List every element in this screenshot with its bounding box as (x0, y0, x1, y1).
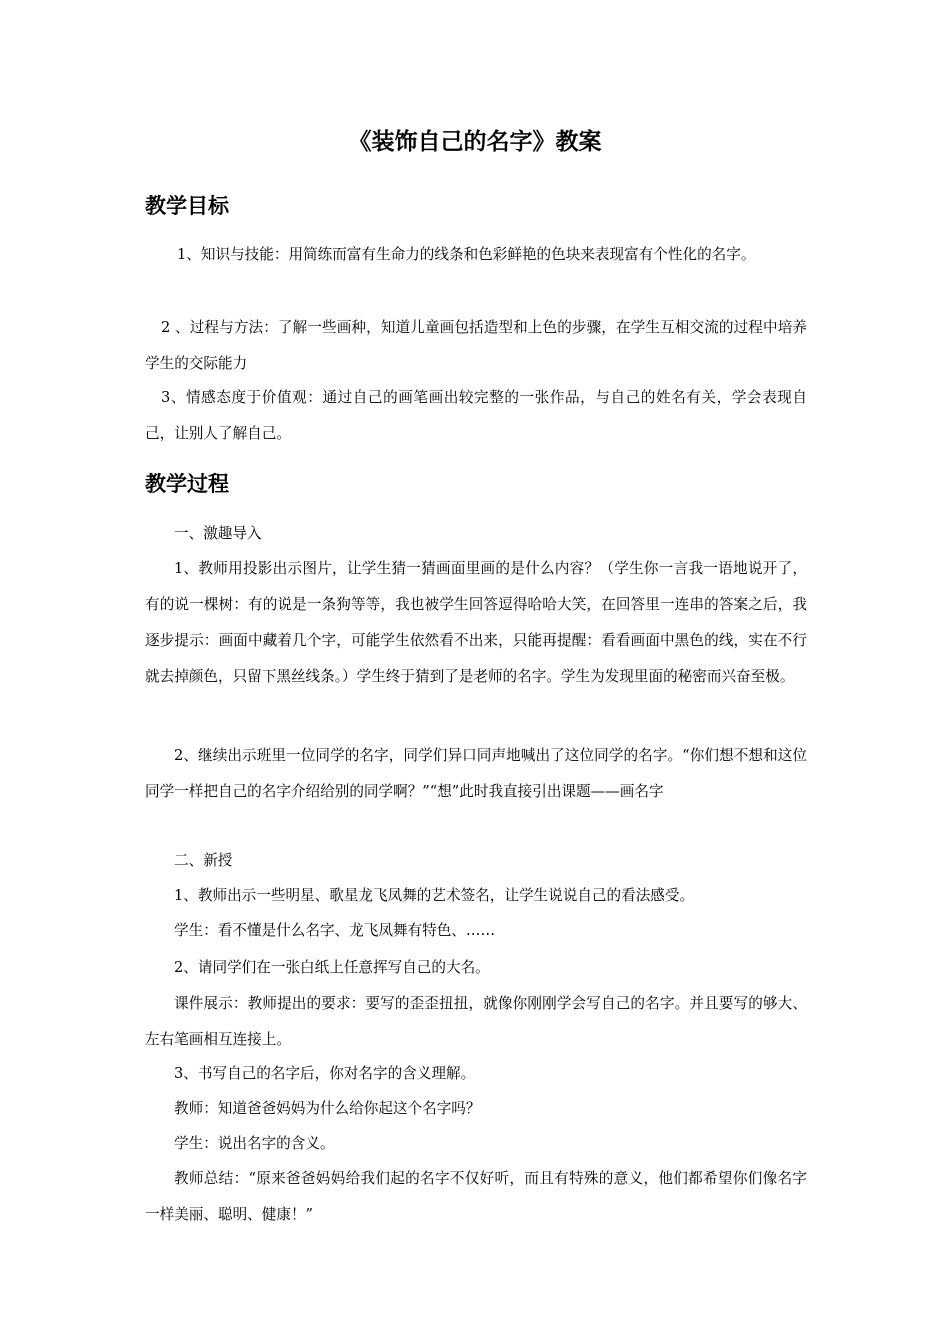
heading-teaching-process: 教学过程 (145, 472, 229, 496)
objective-item-1: 1、知识与技能：用简练而富有生命力的线条和色彩鲜艳的色块来表现富有个性化的名字。 (177, 246, 756, 263)
part1-paragraph-1: 1、教师用投影出示图片，让学生猜一猜画面里画的是什么内容？（学生你一言我一语地说开了，有的说一棵树：有的说是一条狗等等，我也被学生回答逗得哈哈大笑，在回答里一连串的答案之后，我逐步提示：画面中藏着几个字，可能学生依然看不出来，只能再提醒：看看画面中黑色的线，实在不行就去掉颜色，只留下黑丝线条。）学生终于猜到了是老师的名字。学生为发现里面的秘密而兴奋至极。 (145, 560, 807, 685)
part2-paragraph-8: 教师总结：“原来爸爸妈妈给我们起的名字不仅好听，而且有特殊的意义，他们都希望你们像名字一样美丽、聪明、健康！” (145, 1170, 807, 1223)
objective-item-2: 2 、过程与方法：了解一些画种，知道儿童画包括造型和上色的步骤，在学生互相交流的过程中培养学生的交际能力 (145, 319, 807, 372)
part2-paragraph-6: 教师：知道爸爸妈妈为什么给你起这个名字吗？ (174, 1100, 481, 1117)
part2-paragraph-1: 1、教师出示一些明星、歌星龙飞凤舞的艺术签名，让学生说说自己的看法感受。 (174, 887, 695, 904)
part2-paragraph-3: 2、请同学们在一张白纸上任意挥写自己的大名。 (174, 959, 490, 976)
heading-teaching-objectives: 教学目标 (145, 194, 229, 218)
part2-paragraph-2: 学生：看不懂是什么名字、龙飞凤舞有特色、…… (174, 922, 496, 939)
part2-paragraph-4: 课件展示：教师提出的要求：要写的歪歪扭扭，就像你刚刚学会写自己的名字。并且要写的够大、左右笔画相互连接上。 (145, 995, 807, 1048)
part2-title: 二、新授 (174, 852, 233, 869)
part2-paragraph-7: 学生：说出名字的含义。 (174, 1135, 335, 1152)
objective-item-3: 3、情感态度于价值观：通过自己的画笔画出较完整的一张作品，与自己的姓名有关，学会表现自己，让别人了解自己。 (145, 389, 807, 442)
part1-title: 一、激趣导入 (174, 525, 262, 542)
document-title: 《装饰自己的名字》教案 (348, 129, 602, 155)
part2-paragraph-5: 3、书写自己的名字后，你对名字的含义理解。 (174, 1065, 476, 1082)
part1-paragraph-2: 2、继续出示班里一位同学的名字，同学们异口同声地喊出了这位同学的名字。“你们想不想和这位同学一样把自己的名字介绍给别的同学啊？”“想”此时我直接引出课题——画名字 (145, 747, 807, 800)
